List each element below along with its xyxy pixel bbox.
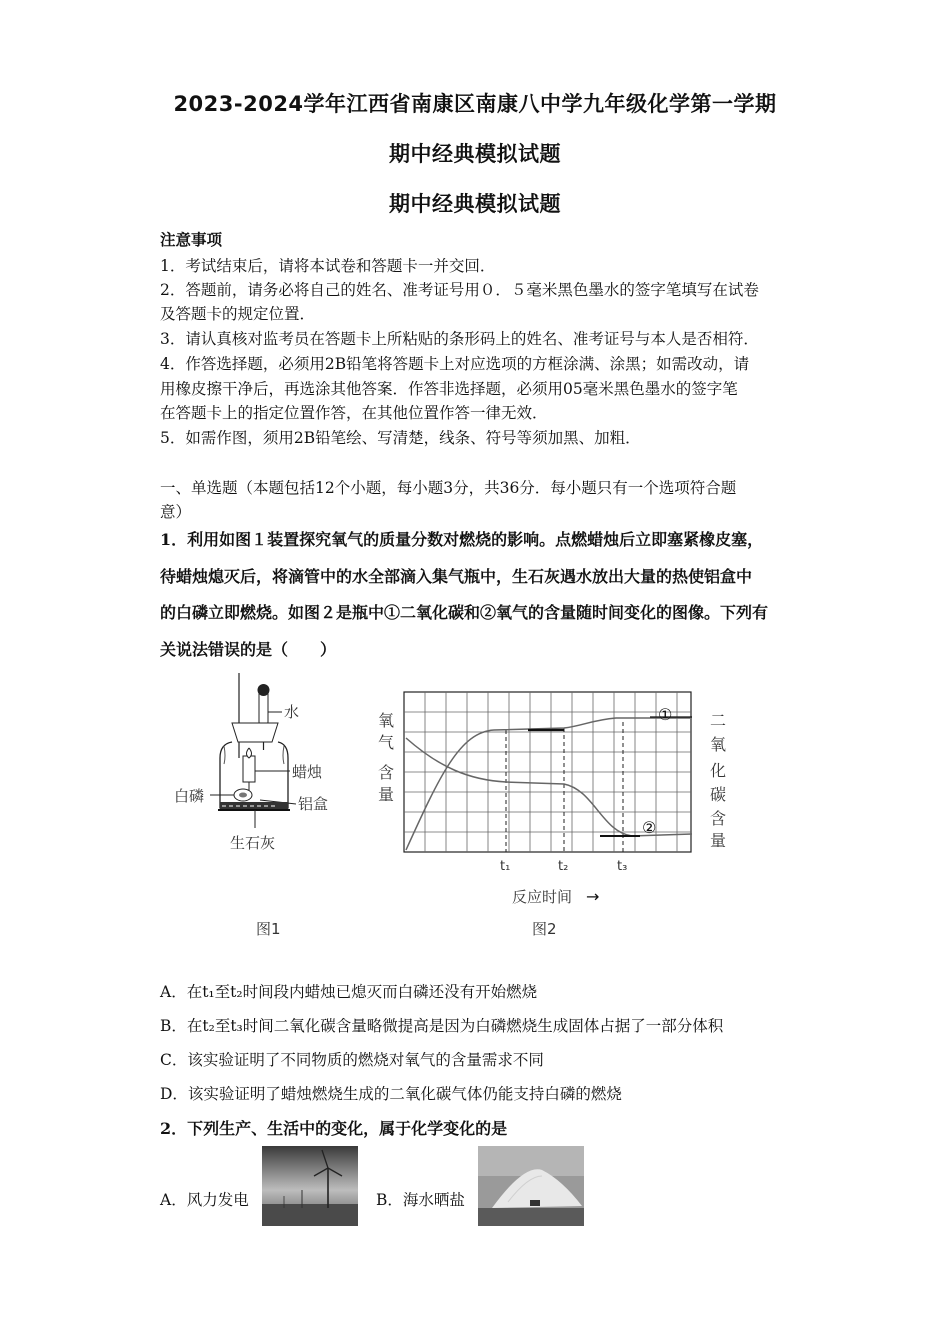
dropper-top [258, 684, 270, 696]
notice-line: 及答题卡的规定位置． [160, 305, 316, 323]
q2-stem: 2．下列生产、生活中的变化，属于化学变化的是 [160, 1119, 508, 1138]
marker-co2: ① [658, 705, 673, 724]
label-white-phosphorus: 白磷 [174, 787, 205, 805]
label-water: 水 [284, 703, 300, 721]
right-axis-char: 量 [710, 831, 727, 850]
q1-stem-line: 1．利用如图１装置探究氧气的质量分数对燃烧的影响。点燃蜡烛后立即塞紧橡皮塞， [160, 530, 764, 549]
notice-heading: 注意事项 [160, 230, 223, 249]
notice-line: 4．作答选择题，必须用2B铅笔将答题卡上对应选项的方框涂满、涂黑；如需改动，请 [160, 355, 750, 373]
q2-option-b[interactable]: B．海水晒盐 [376, 1191, 465, 1209]
notice-line: 1．考试结束后，请将本试卷和答题卡一并交回． [160, 257, 496, 275]
section-heading-cont: 意） [160, 503, 192, 521]
label-candle: 蜡烛 [292, 763, 323, 781]
section-heading: 一、单选题（本题包括12个小题，每小题3分，共36分．每小题只有一个选项符合题 [160, 479, 737, 497]
right-axis-char: 碳 [710, 785, 727, 804]
left-axis-char: 含 [378, 763, 395, 782]
q1-option-a[interactable]: A．在t₁至t₂时间段内蜡烛已熄灭而白磷还没有开始燃烧 [160, 983, 538, 1001]
right-axis-char: 化 [710, 761, 727, 780]
title-line-1: 2023-2024学年江西省南康区南康八中学九年级化学第一学期 [173, 92, 777, 116]
right-axis-char: 含 [710, 809, 727, 828]
x-axis-arrow: → [586, 887, 600, 906]
figure-1-caption: 图1 [256, 920, 281, 938]
q1-stem-line: 的白磷立即燃烧。如图２是瓶中①二氧化碳和②氧气的含量随时间变化的图像。下列有 [160, 603, 769, 622]
x-axis-label: 反应时间 [512, 888, 573, 906]
notice-line: 2．答题前，请务必将自己的姓名、准考证号用０．５毫米黑色墨水的签字笔填写在试卷 [160, 281, 759, 299]
left-axis-char: 气 [378, 733, 395, 752]
q1-stem-line: 待蜡烛熄灭后，将滴管中的水全部滴入集气瓶中，生石灰遇水放出大量的热使铝盒中 [160, 567, 753, 586]
notice-line: 5．如需作图，须用2B铅笔绘、写清楚，线条、符号等须加黑、加粗． [160, 429, 641, 447]
label-aluminum-box: 铝盒 [298, 795, 329, 813]
left-axis-char: 氧 [378, 711, 395, 730]
title-line-3: 期中经典模拟试题 [389, 192, 561, 216]
t1-label: t₁ [500, 859, 511, 874]
q2-option-a[interactable]: A．风力发电 [160, 1191, 249, 1209]
figure-1-apparatus [160, 668, 360, 938]
notice-line: 用橡皮擦干净后，再选涂其他答案．作答非选择题，必须用05毫米黑色墨水的签字笔 [160, 380, 738, 398]
q1-stem-line: 关说法错误的是（ ） [160, 640, 337, 659]
left-axis-char: 量 [378, 785, 395, 804]
t2-label: t₂ [558, 859, 569, 874]
notice-line: 3．请认真核对监考员在答题卡上所粘贴的条形码上的姓名、准考证号与本人是否相符． [160, 330, 759, 348]
q1-option-b[interactable]: B．在t₂至t₃时间二氧化碳含量略微提高是因为白磷燃烧生成固体占据了一部分体积 [160, 1017, 724, 1035]
t3-label: t₃ [617, 859, 628, 874]
right-axis-char: 氧 [710, 735, 727, 754]
wind-turbine-image [262, 1146, 358, 1226]
dropper-bulb [259, 692, 268, 724]
candle [243, 756, 255, 782]
rubber-stopper [232, 723, 278, 742]
figure-2-graph [370, 680, 740, 942]
figure-2-caption: 图2 [532, 920, 557, 938]
right-axis-char: 二 [710, 711, 727, 730]
q1-option-c[interactable]: C．该实验证明了不同物质的燃烧对氧气的含量需求不同 [160, 1051, 544, 1069]
title-line-2: 期中经典模拟试题 [389, 142, 561, 166]
salt-pan-image [478, 1146, 584, 1226]
q1-option-d[interactable]: D．该实验证明了蜡烛燃烧生成的二氧化碳气体仍能支持白磷的燃烧 [160, 1085, 622, 1103]
label-quicklime: 生石灰 [230, 834, 276, 852]
marker-o2: ② [642, 818, 657, 837]
notice-line: 在答题卡上的指定位置作答，在其他位置作答一律无效． [160, 404, 548, 422]
